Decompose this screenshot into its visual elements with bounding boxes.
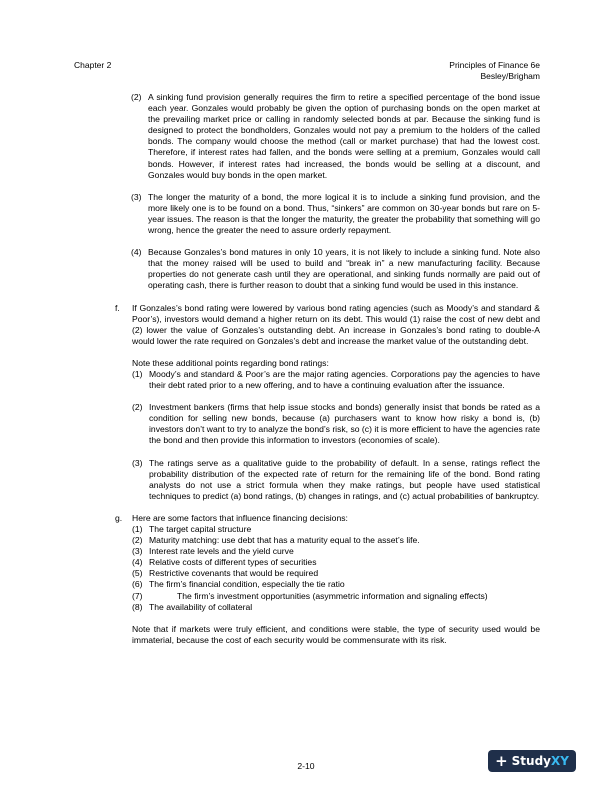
sinking-fund-item [131, 192, 540, 236]
factor-item [132, 602, 540, 613]
item-number: (5) [132, 568, 143, 579]
header-chapter: Chapter 2 [74, 60, 112, 70]
item-text: Moody’s and standard & Poor’s are the major rating agencies. Corporations pay the agencies to have their debt rated prior to a new offering, and to have a continuing evaluation after the issuance. [149, 368, 540, 391]
sinking-fund-item [131, 92, 540, 181]
section-f-note: Note these additional points regarding bond ratings: [132, 357, 329, 368]
header-authors: Besley/Brigham [480, 71, 540, 81]
item-text: Interest rate levels and the yield curve [149, 546, 294, 557]
item-number: (1) [132, 368, 143, 379]
item-text: A sinking fund provision generally requires the firm to retire a specified percentage of the bond issue each year. Gonzales would probably be given the option of purchasing bonds on the open market at the prevailing market price or calling in randomly selected bonds at par. Because the sinking fund is designed to protect the bondholders, Gonzales would not pay a premium to the holders of the called bonds. The company would choose the method (call or market purchase) that had the lowest cost. Therefore, if interest rates had fallen, and the bonds were selling at a premium, Gonzales would call bonds. However, if interest rates had increased, the bonds would be selling at a discount, and Gonzales would buy bonds in the open market. [148, 92, 540, 180]
factor-item [132, 579, 540, 590]
item-text: Restrictive covenants that would be required [149, 568, 319, 579]
item-text: The firm’s financial condition, especially the tie ratio [149, 579, 345, 590]
item-text: The firm’s investment opportunities (asymmetric information and signaling effects) [177, 590, 488, 601]
item-number: (2) [131, 92, 142, 102]
item-text: Because Gonzales’s bond matures in only 10 years, it is not likely to include a sinking fund. Note also that the money raised will be used to build and “break in” a new manufacturing facility. Because properties do not generate cash until they are operational, and sinking funds normally are paid out of operating cash, there is further reason to doubt that a sinking fund would be used in this instance. [148, 247, 540, 291]
factor-item [132, 568, 540, 579]
item-number: (7) [132, 590, 143, 601]
factor-item [132, 591, 540, 602]
plus-icon: + [495, 751, 508, 770]
item-number: (4) [132, 557, 143, 568]
rating-point [132, 402, 540, 446]
item-text: Maturity matching: use debt that has a maturity equal to the asset’s life. [149, 535, 420, 546]
header-book-title: Principles of Finance 6e [449, 60, 540, 70]
section-g-closing: Note that if markets were truly efficient, and conditions were stable, the type of security used would be immaterial, because the cost of each security would be commensurate with its risk. [132, 623, 540, 645]
item-text: The availability of collateral [149, 601, 253, 612]
item-number: (2) [132, 402, 143, 413]
logo-text-xy: XY [550, 754, 569, 768]
section-g-intro: Here are some factors that influence financing decisions: [132, 512, 348, 523]
factor-item [132, 557, 540, 568]
factor-item [132, 546, 540, 557]
sinking-fund-item [131, 247, 540, 291]
item-text: The ratings serve as a qualitative guide to the probability of default. In a sense, ratings reflect the probability distribution of the expected rate of return for the remaining life of the bond. Bond rating analysts do not use a strict formula when they make ratings, but people have used statistical techniques to predict (a) bond ratings, (b) changes in ratings, and (c) actual probabilities of bankruptcy. [149, 457, 540, 501]
item-number: (1) [132, 524, 143, 534]
item-text: The longer the maturity of a bond, the more logical it is to include a sinking fund provision, and the more likely one is to be found on a bond. Thus, “sinkers” are common on 30-year bonds but rare on 5-year issues. The reason is that the longer the maturity, the greater the probability that something will go wrong, hence the greater the need to assure orderly repayment. [148, 191, 540, 236]
item-number: (6) [132, 579, 143, 590]
studyxy-logo [488, 750, 576, 772]
factor-item [132, 524, 540, 535]
section-g [115, 513, 540, 646]
section-letter: g. [115, 512, 123, 523]
factor-item [132, 535, 540, 546]
section-letter: f. [115, 302, 120, 313]
header-book-info [449, 60, 540, 82]
section-f [115, 303, 540, 502]
rating-point [132, 369, 540, 391]
item-number: (8) [132, 601, 143, 612]
item-text: Relative costs of different types of securities [149, 557, 317, 568]
rating-point [132, 458, 540, 502]
section-f-paragraph: If Gonzales’s bond rating were lowered by various bond rating agencies (such as Moody’s and standard & Poor’s), investors would demand a higher return on its debt. This would (1) raise the cost of new debt and (2) lower the value of Gonzales’s outstanding debt. An increase in Gonzales’s bond rating to double-A would lower the rate required on Gonzales’s debt and increase the market value of the outstanding debt. [132, 302, 540, 346]
page-number: 2-10 [297, 761, 315, 771]
item-number: (2) [132, 535, 143, 546]
item-text: The target capital structure [149, 524, 252, 534]
item-number: (4) [131, 247, 142, 258]
item-number: (3) [132, 457, 143, 468]
page-content [74, 92, 540, 646]
item-number: (3) [132, 546, 143, 557]
item-number: (3) [131, 191, 142, 202]
item-text: Investment bankers (firms that help issue stocks and bonds) generally insist that bonds be rated as a condition for selling new bonds, because (a) purchasers want to know how risky a bond is, (b) investors don’t want to try to analyze the bond’s risk, so (c) it is more efficient to have the agencies rate the bond and then provide this information to investors (economies of scale). [149, 402, 540, 446]
logo-text-study: Study [511, 754, 551, 768]
